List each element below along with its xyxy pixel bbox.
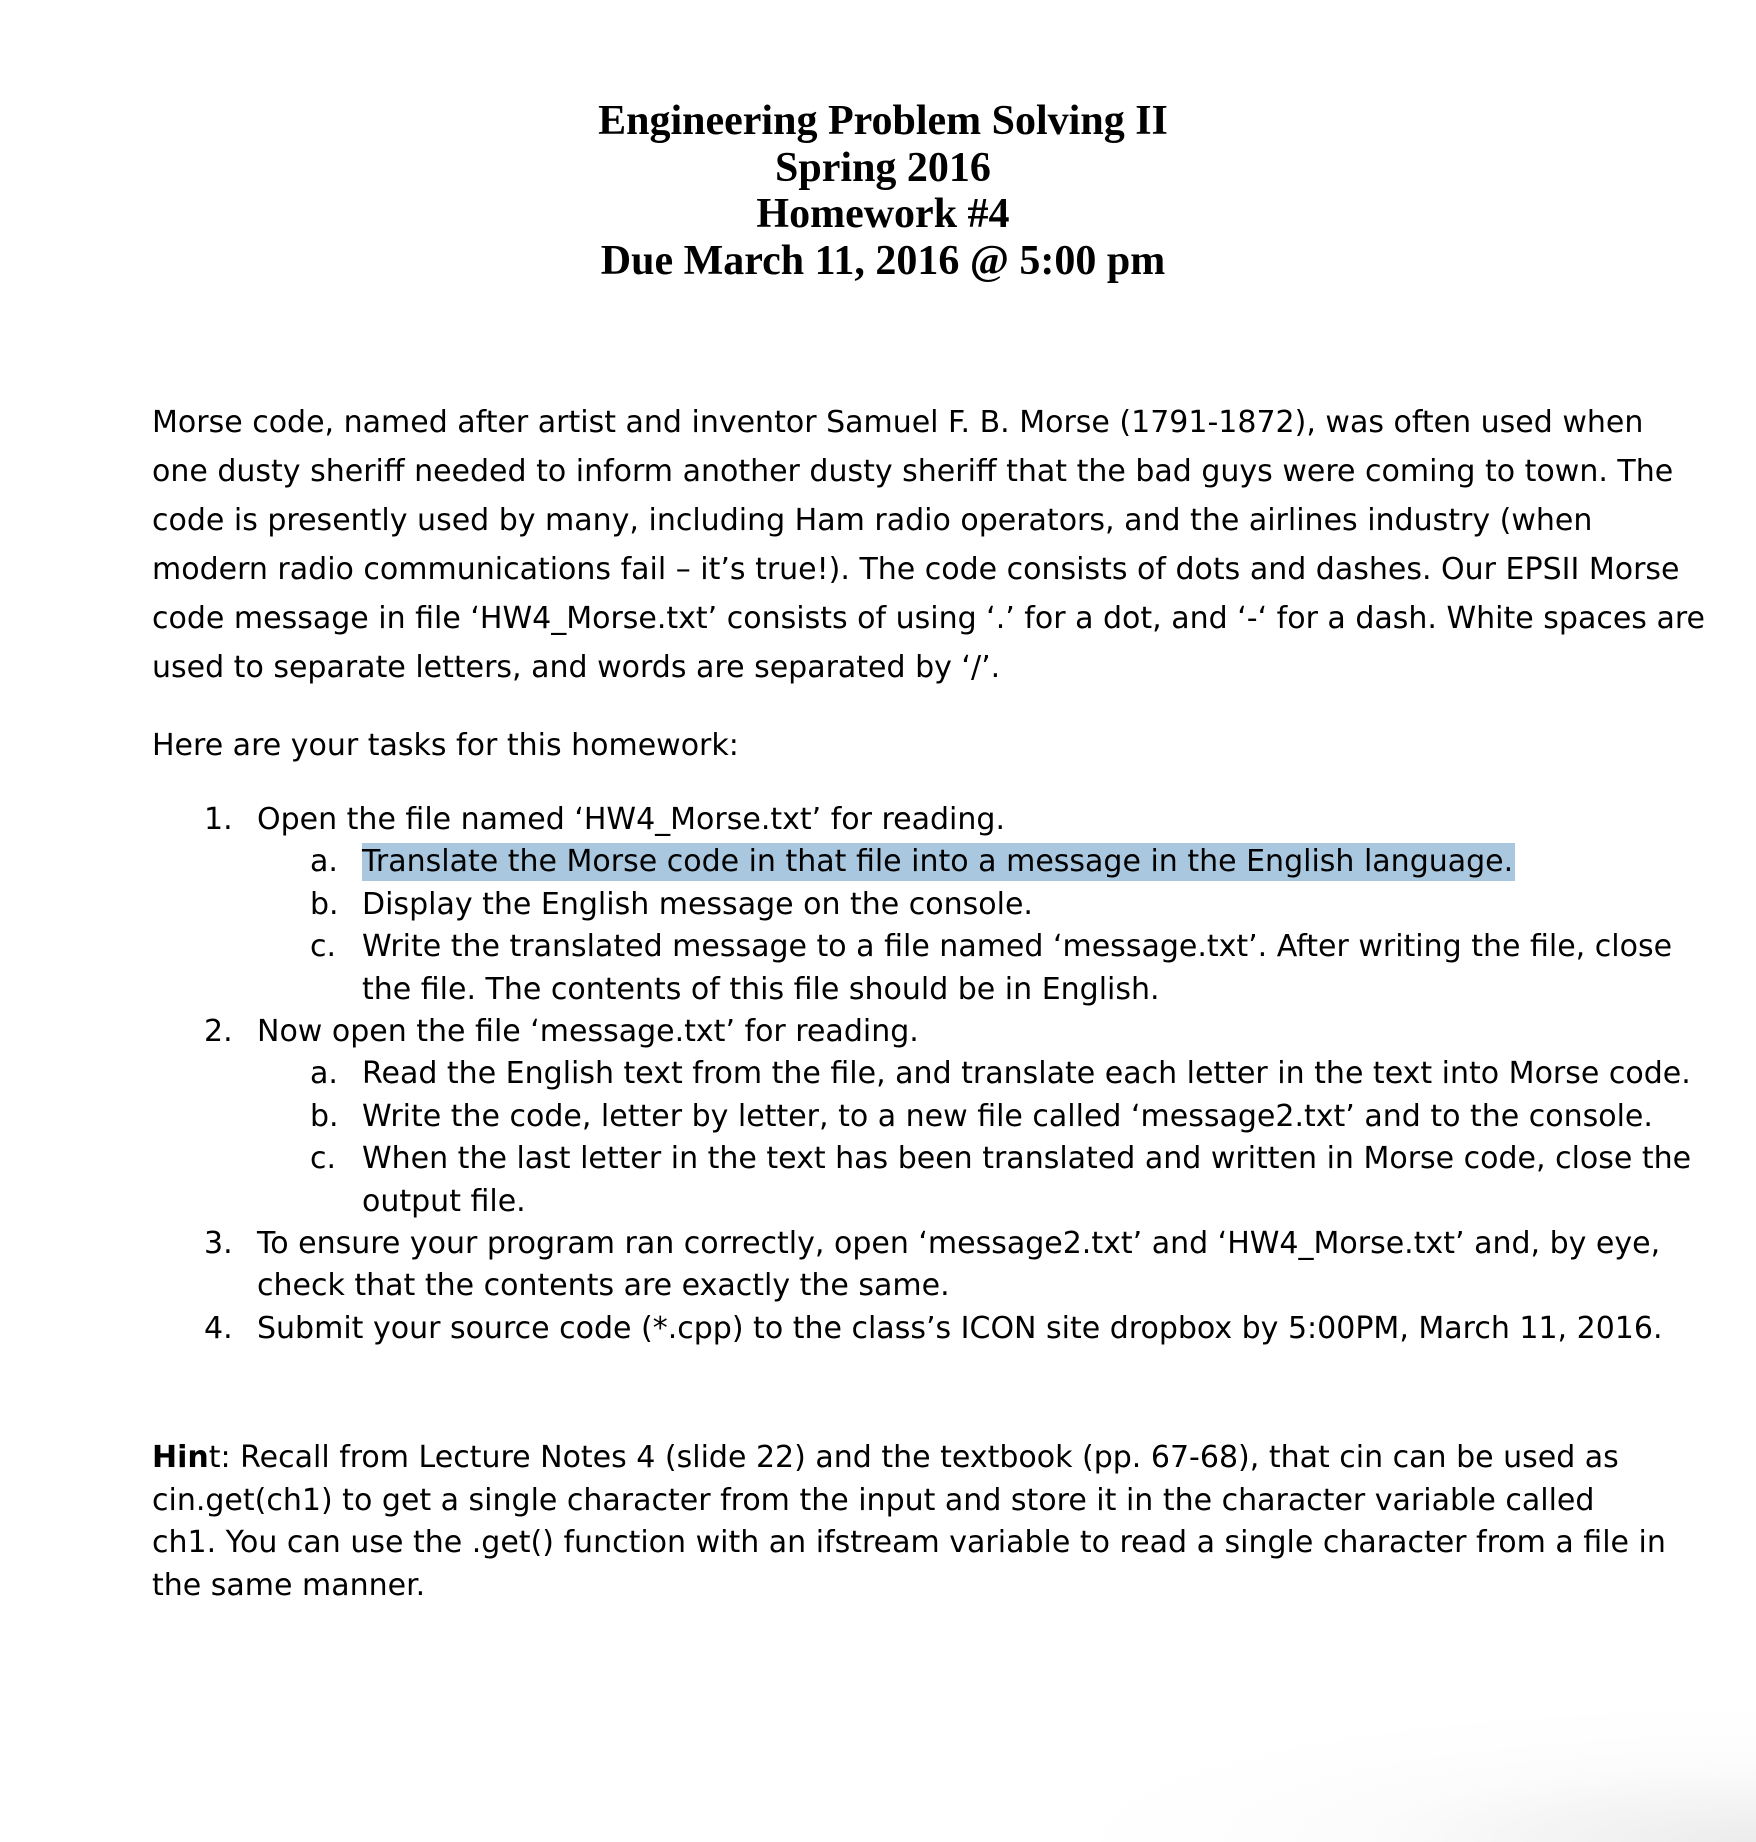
hint-line: the same manner. xyxy=(152,1567,426,1603)
sub-list-item xyxy=(152,1053,1691,1095)
sub-list-item xyxy=(152,884,1632,926)
sub-item-letter: c. xyxy=(310,929,337,965)
semester: Spring 2016 xyxy=(775,144,991,191)
intro-line: modern radio communications fail – it’s true!). The code consists of dots and dashes. Our EPSII Morse xyxy=(152,552,1680,587)
sub-list-item xyxy=(152,841,1632,883)
document-header xyxy=(0,98,1756,284)
sub-item-text: Display the English message on the console. xyxy=(362,886,1033,922)
list-item xyxy=(152,1011,1632,1053)
sub-item-letter: b. xyxy=(310,1098,339,1134)
item-text: check that the contents are exactly the same. xyxy=(257,1268,950,1304)
intro-line: code is presently used by many, including Ham radio operators, and the airlines industry (when xyxy=(152,503,1593,538)
hint-paragraph xyxy=(152,1437,1666,1607)
page-corner-shadow xyxy=(1056,1702,1756,1842)
item-text: To ensure your program ran correctly, open ‘message2.txt’ and ‘HW4_Morse.txt’ and, by eye, xyxy=(257,1225,1661,1261)
sub-item-text: Write the code, letter by letter, to a new file called ‘message2.txt’ and to the console. xyxy=(362,1098,1653,1134)
task-list xyxy=(152,799,1692,1350)
item-text: Open the file named ‘HW4_Morse.txt’ for reading. xyxy=(257,802,1005,837)
hint-line: ch1. You can use the .get() function with an ifstream variable to read a single character from a file in xyxy=(152,1525,1666,1560)
tasks-intro: Here are your tasks for this homework: xyxy=(152,728,739,763)
sub-list-item-continuation xyxy=(152,969,1632,1011)
hint-line xyxy=(152,1437,1632,1480)
sub-item-text: the file. The contents of this file should be in English. xyxy=(362,971,1160,1007)
item-number: 4. xyxy=(204,1310,233,1346)
sub-item-text: When the last letter in the text has been translated and written in Morse code, close the xyxy=(362,1141,1692,1177)
sub-list-item xyxy=(152,1096,1653,1138)
due-date: Due March 11, 2016 @ 5:00 pm xyxy=(600,237,1166,284)
intro-line: used to separate letters, and words are separated by ‘/’. xyxy=(152,650,1001,685)
item-number: 3. xyxy=(204,1225,233,1261)
list-item xyxy=(152,1308,1663,1350)
item-text: Submit your source code (*.cpp) to the class’s ICON site dropbox by 5:00PM, March 11, 2016. xyxy=(257,1310,1663,1346)
sub-item-letter: a. xyxy=(310,844,338,880)
item-number: 2. xyxy=(204,1013,233,1049)
hint-label: Hin xyxy=(152,1440,209,1475)
sub-item-letter: b. xyxy=(310,886,339,922)
sub-list-item xyxy=(152,1138,1692,1180)
sub-item-text: Read the English text from the file, and translate each letter in the text into Morse code. xyxy=(362,1056,1691,1092)
highlighted-text-selection[interactable]: Translate the Morse code in that file into a message in the English language. xyxy=(362,844,1514,880)
sub-item-letter: a. xyxy=(310,1056,338,1092)
hint-line: cin.get(ch1) to get a single character from the input and store it in the character variable called xyxy=(152,1482,1595,1518)
sub-item-letter: c. xyxy=(310,1141,337,1177)
list-item xyxy=(152,1223,1661,1265)
intro-line: code message in file ‘HW4_Morse.txt’ consists of using ‘.’ for a dot, and ‘-‘ for a dash. White spaces are xyxy=(152,601,1705,636)
item-number: 1. xyxy=(204,802,233,837)
sub-item-text: output file. xyxy=(362,1183,526,1219)
intro-paragraph xyxy=(152,398,1705,692)
sub-item-text: Write the translated message to a file named ‘message.txt’. After writing the file, close xyxy=(362,929,1673,965)
sub-item-text-wrapper xyxy=(362,841,1515,883)
assignment-title: Homework #4 xyxy=(756,191,1010,237)
intro-line: one dusty sheriff needed to inform another dusty sheriff that the bad guys were coming to town. The xyxy=(152,454,1674,489)
sub-list-item xyxy=(152,926,1673,968)
hint-text: t: Recall from Lecture Notes 4 (slide 22) and the textbook (pp. 67-68), that cin can be used as xyxy=(208,1440,1619,1475)
sub-list-item-continuation xyxy=(152,1181,1632,1223)
intro-line: Morse code, named after artist and inventor Samuel F. B. Morse (1791-1872), was often used when xyxy=(152,405,1644,440)
list-item-continuation xyxy=(152,1265,1632,1307)
list-item xyxy=(152,799,1632,841)
course-title: Engineering Problem Solving II xyxy=(598,98,1168,144)
item-text: Now open the file ‘message.txt’ for reading. xyxy=(257,1013,919,1049)
